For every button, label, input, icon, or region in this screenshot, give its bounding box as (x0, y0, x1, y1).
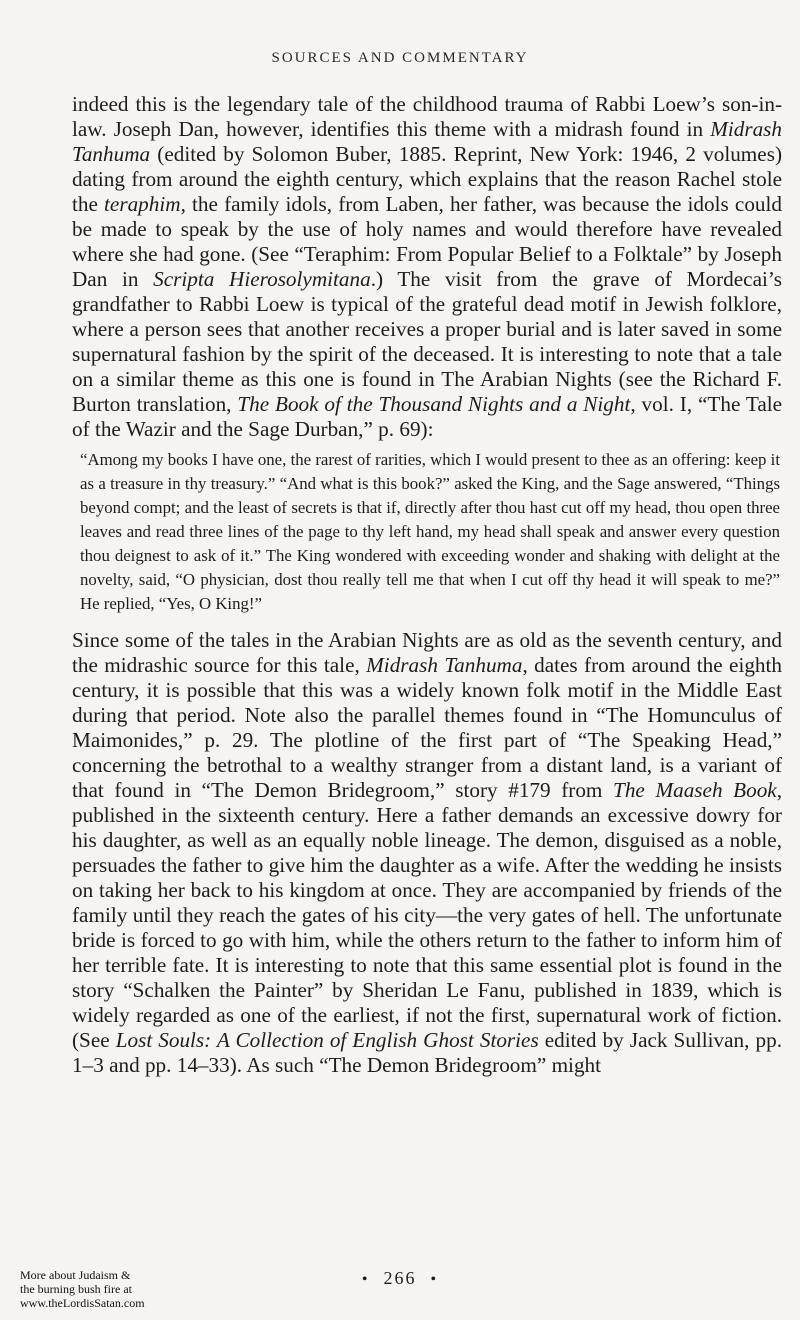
text-span: , published in the sixteenth century. Here a father demands an excessive dowry for his daughter, as well as an equally noble lineage. The demon, disguised as a noble, persuades the father to give him the daughter as a wife. After the wedding he insists on taking her back to his kingdom at once. They are accompanied by friends of the family until they reach the gates of his city—the very gates of hell. The unfortunate bride is forced to go with him, while the others return to the father to inform him of her terrible fate. It is interesting to note that this same essential plot is found in the story “Schalken the Painter” by Sheridan Le Fanu, published in 1839, which is widely regarded as one of the earliest, if not the first, supernatural work of fiction. (See (72, 778, 782, 1052)
running-header: SOURCES AND COMMENTARY (271, 50, 529, 66)
body-paragraph-2 (72, 628, 782, 1078)
text-span: .) The visit from the grave of Mordecai’s grandfather to Rabbi Loew is typical of the grateful dead motif in Jewish folklore, where a person sees that another receives a proper burial and is later saved in some supernatural fashion by the spirit of the deceased. It is interesting to note that a tale on a similar theme as this one is found in The Arabian Nights (see the Richard F. Burton translation, (72, 267, 782, 416)
text-span: (edited by Solomon Buber, 1885. Reprint, New York: 1946, 2 volumes) dating from around the eighth century, which explains that the reason Rachel stole the (72, 142, 782, 216)
text-span: edited by Jack Sullivan, pp. 1–3 and pp. 14–33). As such “The Demon Bridegroom” might (72, 1028, 782, 1077)
block-quote: “Among my books I have one, the rarest of rarities, which I would present to thee as an offering: keep it as a treasure in thy treasury.” “And what is this book?” asked the King, and the Sage answered, “Things beyond compt; and the least of secrets is that if, directly after thou hast cut off my head, thou open three leaves and read three lines of the page to thy left hand, my head shall speak and answer every question thou deignest to ask of it.” The King wondered with exceeding wonder and shaking with delight at the novelty, said, “O physician, dost thou really tell me that when I cut off thy head it will speak to me?” He replied, “Yes, O King!” (80, 450, 780, 613)
watermark-line: More about Judaism & (20, 1268, 131, 1282)
text-span: , dates from around the eighth century, it is possible that this was a widely known folk motif in the Middle East during that period. Note also the parallel themes found in “The Homunculus of Maimonides,” p. 29. The plotline of the first part of “The Speaking Head,” concerning the betrothal to a wealthy stranger from a distant land, is a variant of that found in “The Demon Bridegroom,” story #179 from (72, 653, 782, 802)
italic-title: Midrash Tanhuma (72, 117, 782, 166)
watermark-link[interactable]: www.theLordisSatan.com (20, 1296, 145, 1310)
text-span: indeed this is the legendary tale of the childhood trauma of Rabbi Loew’s son-in-law. Joseph Dan, however, identifies this theme with a midrash found in (72, 92, 782, 141)
text-span: Since some of the tales in the Arabian Nights are as old as the seventh century, and the midrashic source for this tale, (72, 628, 782, 677)
watermark-note (20, 1268, 145, 1310)
italic-title: Lost Souls: A Collection of English Ghost Stories (115, 1028, 539, 1052)
italic-title: Scripta Hierosolymitana (153, 267, 371, 291)
text-span: , the family idols, from Laben, her father, was because the idols could be made to speak by the use of holy names and would therefore have revealed where she had gone. (See “Teraphim: From Popular Belief to a Folktale” by Joseph Dan in (72, 192, 782, 291)
page-number-text: 266 (383, 1268, 417, 1288)
text-span: , vol. I, “The Tale of the Wazir and the Sage Durban,” p. 69): (72, 392, 783, 441)
italic-title: The Maaseh Book (613, 778, 777, 802)
italic-title: Midrash Tanhuma (366, 653, 523, 677)
italic-title: The Book of the Thousand Nights and a Night (237, 392, 631, 416)
page-dot-right: • (430, 1271, 439, 1288)
commentary-body (72, 92, 782, 1078)
body-paragraph-1 (72, 92, 782, 442)
page-dot-left: • (361, 1271, 370, 1288)
watermark-line: the burning bush fire at (20, 1282, 132, 1296)
italic-term: teraphim (104, 192, 181, 216)
